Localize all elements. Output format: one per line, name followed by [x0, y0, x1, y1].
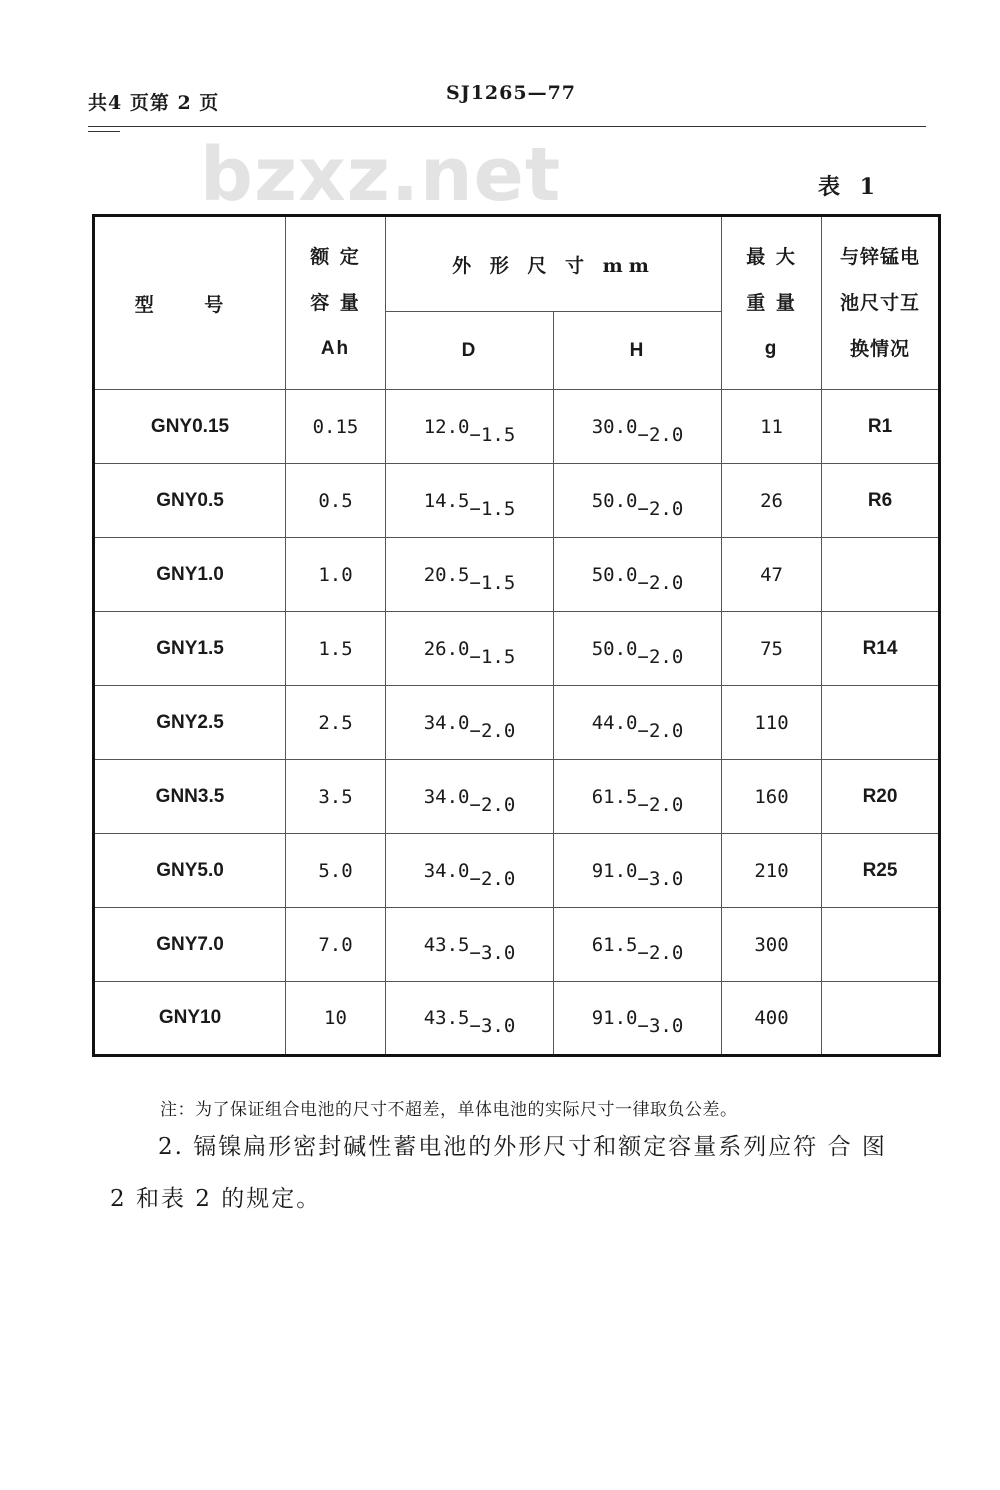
table-row	[94, 538, 940, 612]
cell-dim-d: 12.0−1.5	[386, 390, 554, 464]
cell-capacity: 0.15	[286, 390, 386, 464]
cell-dim-d: 34.0−2.0	[386, 834, 554, 908]
table-row	[94, 612, 940, 686]
cell-capacity: 10	[286, 982, 386, 1056]
cell-interchange	[822, 538, 940, 612]
header-capacity-line2: 容 量	[310, 292, 361, 314]
table-row	[94, 686, 940, 760]
paragraph-line1: 2. 镉镍扁形密封碱性蓄电池的外形尺寸和额定容量系列应符 合 图	[158, 1134, 887, 1160]
header-interchange-line1: 与锌锰电	[840, 246, 921, 268]
cell-model: GNY10	[94, 982, 286, 1056]
header-interchange-line2: 池尺寸互	[840, 292, 921, 314]
cell-dim-d: 20.5−1.5	[386, 538, 554, 612]
header-weight-line1: 最 大	[746, 246, 797, 268]
cell-weight: 160	[722, 760, 822, 834]
cell-capacity: 1.5	[286, 612, 386, 686]
standard-code: SJ1265—77	[446, 82, 577, 104]
cell-weight: 210	[722, 834, 822, 908]
cell-capacity: 0.5	[286, 464, 386, 538]
table-note: 注：为了保证组合电池的尺寸不超差，单体电池的实际尺寸一律取负公差。	[160, 1100, 738, 1120]
cell-weight: 300	[722, 908, 822, 982]
header-dim-h: H	[554, 312, 722, 390]
cell-interchange: R25	[822, 834, 940, 908]
cell-interchange: R6	[822, 464, 940, 538]
battery-spec-table	[92, 214, 941, 1057]
cell-capacity: 2.5	[286, 686, 386, 760]
cell-model: GNY7.0	[94, 908, 286, 982]
header-rule	[88, 126, 926, 127]
page-info: 共4 页第 2 页	[88, 92, 220, 114]
cell-model: GNY0.15	[94, 390, 286, 464]
cell-weight: 400	[722, 982, 822, 1056]
cell-dim-h: 44.0−2.0	[554, 686, 722, 760]
header-weight	[722, 216, 822, 390]
cell-interchange	[822, 982, 940, 1056]
cell-model: GNY1.0	[94, 538, 286, 612]
table-row	[94, 834, 940, 908]
cell-dim-h: 30.0−2.0	[554, 390, 722, 464]
cell-interchange	[822, 908, 940, 982]
cell-dim-d: 26.0−1.5	[386, 612, 554, 686]
table-caption: 表 1	[818, 174, 881, 200]
cell-interchange: R1	[822, 390, 940, 464]
table-row	[94, 390, 940, 464]
paragraph-line2: 2 和表 2 的规定。	[110, 1186, 322, 1212]
cell-dim-d: 34.0−2.0	[386, 760, 554, 834]
cell-model: GNY5.0	[94, 834, 286, 908]
header-weight-line2: 重 量	[746, 292, 797, 314]
cell-dim-d: 34.0−2.0	[386, 686, 554, 760]
cell-dim-h: 61.5−2.0	[554, 760, 722, 834]
header-dim-d: D	[386, 312, 554, 390]
header-weight-unit: g	[764, 338, 779, 359]
header-rule-short	[88, 131, 120, 132]
table-row	[94, 908, 940, 982]
cell-interchange: R20	[822, 760, 940, 834]
cell-capacity: 3.5	[286, 760, 386, 834]
header-interchange	[822, 216, 940, 390]
watermark: bzxz.net	[200, 132, 562, 218]
cell-weight: 26	[722, 464, 822, 538]
cell-dim-h: 61.5−2.0	[554, 908, 722, 982]
header-capacity-line1: 额 定	[310, 246, 361, 268]
table-row	[94, 760, 940, 834]
cell-dim-d: 43.5−3.0	[386, 982, 554, 1056]
cell-dim-h: 50.0−2.0	[554, 538, 722, 612]
cell-dim-h: 50.0−2.0	[554, 464, 722, 538]
cell-dim-h: 50.0−2.0	[554, 612, 722, 686]
header-model: 型 号	[94, 216, 286, 390]
cell-capacity: 5.0	[286, 834, 386, 908]
cell-weight: 47	[722, 538, 822, 612]
cell-model: GNN3.5	[94, 760, 286, 834]
cell-weight: 110	[722, 686, 822, 760]
cell-dim-h: 91.0−3.0	[554, 834, 722, 908]
cell-model: GNY1.5	[94, 612, 286, 686]
cell-dim-d: 43.5−3.0	[386, 908, 554, 982]
cell-capacity: 1.0	[286, 538, 386, 612]
cell-interchange: R14	[822, 612, 940, 686]
cell-model: GNY0.5	[94, 464, 286, 538]
table-row	[94, 982, 940, 1056]
cell-model: GNY2.5	[94, 686, 286, 760]
header-capacity-unit: Ah	[320, 338, 351, 359]
table-row	[94, 464, 940, 538]
cell-weight: 11	[722, 390, 822, 464]
cell-dim-d: 14.5−1.5	[386, 464, 554, 538]
header-capacity	[286, 216, 386, 390]
cell-dim-h: 91.0−3.0	[554, 982, 722, 1056]
cell-capacity: 7.0	[286, 908, 386, 982]
cell-interchange	[822, 686, 940, 760]
cell-weight: 75	[722, 612, 822, 686]
header-dimensions: 外 形 尺 寸 mm	[386, 216, 722, 312]
header-interchange-line3: 换情况	[850, 338, 911, 360]
